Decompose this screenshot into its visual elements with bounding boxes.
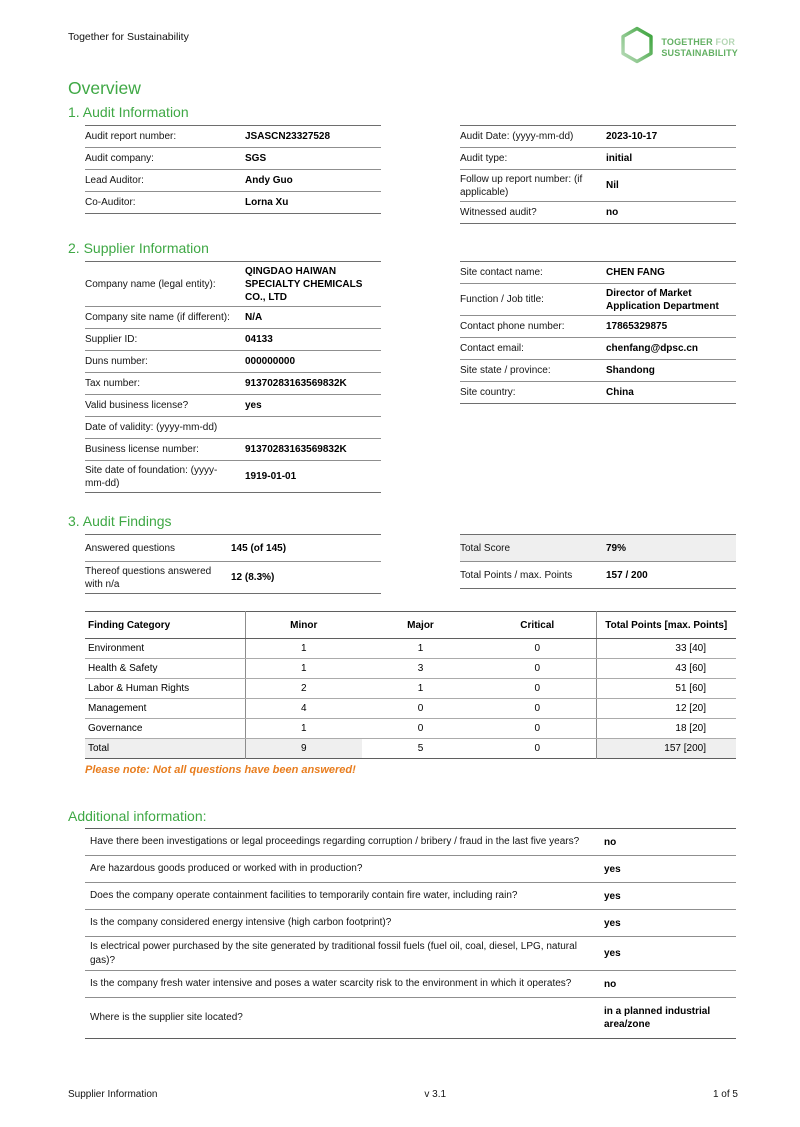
- field-value: 157 / 200: [606, 569, 648, 581]
- field-label: Answered questions: [85, 542, 176, 554]
- field-label: Business license number:: [85, 444, 199, 455]
- table-row: [85, 856, 736, 883]
- category-cell: Health & Safety: [85, 659, 245, 679]
- table-row: [460, 562, 736, 589]
- section-heading-audit-information: 1. Audit Information: [68, 104, 189, 120]
- field-value: Lorna Xu: [245, 197, 289, 208]
- hexagon-logo-icon: [620, 26, 654, 69]
- field-value: SGS: [245, 153, 267, 164]
- field-value: 79%: [606, 542, 627, 554]
- table-row: [460, 148, 736, 170]
- field-label: Total Score: [460, 542, 511, 554]
- finding-category-table: [85, 611, 736, 759]
- field-value: 91370283163569832K: [245, 444, 347, 455]
- table-row: [85, 461, 381, 493]
- table-row: [85, 192, 381, 214]
- field-label: Audit company:: [85, 153, 154, 164]
- question-text: Have there been investigations or legal proceedings regarding corruption / bribery / fraud in the last five years?: [90, 836, 580, 848]
- question-text: Is the company considered energy intensive (high carbon footprint)?: [90, 917, 392, 929]
- field-value: 91370283163569832K: [245, 378, 347, 389]
- answer-value: in a planned industrial area/zone: [604, 1006, 711, 1030]
- major-cell: 3: [362, 659, 479, 679]
- field-value: 17865329875: [606, 321, 668, 332]
- table-row: [85, 998, 736, 1039]
- points-cell: 18 [20]: [596, 719, 736, 739]
- field-value: initial: [606, 153, 633, 164]
- table-row: [85, 417, 381, 439]
- page-footer: [68, 1089, 738, 1100]
- logo-wordmark: [661, 37, 738, 58]
- field-label: Witnessed audit?: [460, 207, 537, 218]
- critical-cell: 0: [534, 743, 541, 754]
- field-label: Audit Date: (yyyy-mm-dd): [460, 131, 574, 142]
- minor-cell: 2: [245, 679, 362, 699]
- critical-cell: 0: [479, 679, 596, 699]
- category-cell: Management: [85, 699, 245, 719]
- findings-summary-right-table: [460, 534, 736, 589]
- major-cell: 1: [362, 639, 479, 659]
- table-row: [460, 126, 736, 148]
- field-value: 04133: [245, 334, 273, 345]
- field-label: Duns number:: [85, 356, 148, 367]
- supplier-info-right-table: [460, 261, 736, 404]
- table-row: [85, 170, 381, 192]
- table-row: [85, 699, 736, 719]
- points-cell: 12 [20]: [596, 699, 736, 719]
- field-label: Function / Job title:: [460, 294, 544, 305]
- table-row: [85, 329, 381, 351]
- column-header: Finding Category: [85, 612, 245, 639]
- points-cell: 43 [60]: [596, 659, 736, 679]
- field-label: Contact phone number:: [460, 321, 565, 332]
- field-value: yes: [245, 400, 262, 411]
- minor-cell: 4: [245, 699, 362, 719]
- field-label: Audit report number:: [85, 131, 177, 142]
- major-cell: 5: [417, 743, 424, 754]
- points-cell: 157 [200]: [596, 739, 736, 759]
- minor-cell: 9: [245, 739, 362, 759]
- table-row: [85, 439, 381, 461]
- table-row: [85, 937, 736, 971]
- question-text: Is electrical power purchased by the site generated by traditional fossil fuels (fuel oil, coal, diesel, LPG, natural gas)?: [90, 941, 577, 966]
- table-row: [85, 351, 381, 373]
- table-row: [460, 382, 736, 404]
- page-header: [68, 0, 738, 69]
- section-heading-audit-findings: 3. Audit Findings: [68, 513, 172, 529]
- footer-version: v 3.1: [424, 1089, 447, 1100]
- field-label: Tax number:: [85, 378, 141, 389]
- field-label: Site date of foundation: (yyyy-mm-dd): [85, 464, 218, 489]
- table-row: [85, 262, 381, 307]
- field-label: Site contact name:: [460, 267, 543, 278]
- section-heading-additional-information: Additional information:: [68, 808, 207, 824]
- total-score-row: [460, 535, 736, 562]
- field-value: 12 (8.3%): [231, 572, 275, 583]
- field-label: Site country:: [460, 387, 516, 398]
- total-row: [85, 739, 736, 759]
- category-cell: Total: [85, 739, 245, 759]
- table-row: [85, 395, 381, 417]
- answer-value: yes: [604, 948, 621, 959]
- table-row: [85, 659, 736, 679]
- table-row: [85, 679, 736, 699]
- column-header: Minor: [245, 612, 362, 639]
- field-label: Lead Auditor:: [85, 175, 144, 186]
- minor-cell: 1: [245, 659, 362, 679]
- answer-value: no: [604, 836, 617, 848]
- column-header: Total Points [max. Points]: [596, 612, 736, 639]
- field-value: no: [606, 207, 619, 218]
- field-label: Co-Auditor:: [85, 197, 136, 208]
- answer-value: no: [604, 978, 617, 990]
- section-heading-supplier-information: 2. Supplier Information: [68, 240, 209, 256]
- table-row: [460, 170, 736, 202]
- critical-cell: 0: [479, 659, 596, 679]
- not-all-answered-note: Please note: Not all questions have been answered!: [85, 764, 356, 776]
- question-text: Are hazardous goods produced or worked with in production?: [90, 863, 363, 875]
- logo-word-for: FOR: [715, 37, 736, 48]
- field-value: Shandong: [606, 365, 655, 376]
- audit-information-tables: [85, 125, 736, 224]
- field-value: Director of Market Application Department: [606, 287, 719, 312]
- findings-header-row: [85, 612, 736, 639]
- field-value: China: [606, 387, 634, 398]
- answer-value: yes: [604, 917, 621, 929]
- category-cell: Environment: [85, 639, 245, 659]
- field-value: 145 (of 145): [231, 542, 287, 554]
- field-value: 1919-01-01: [245, 471, 297, 482]
- answer-value: yes: [604, 863, 621, 875]
- findings-summary-left-table: [85, 534, 381, 594]
- header-title: Together for Sustainability: [68, 31, 189, 43]
- table-row: [460, 360, 736, 382]
- table-row: [460, 338, 736, 360]
- field-label: Total Points / max. Points: [460, 569, 573, 581]
- answer-value: yes: [604, 890, 621, 902]
- minor-cell: 1: [245, 719, 362, 739]
- tfs-logo: [620, 26, 738, 69]
- critical-cell: 0: [479, 639, 596, 659]
- table-row: [85, 910, 736, 937]
- critical-cell: 0: [479, 719, 596, 739]
- table-row: [85, 148, 381, 170]
- minor-cell: 1: [245, 639, 362, 659]
- footer-document-name: Supplier Information: [68, 1089, 158, 1100]
- footer-page-number: 1 of 5: [712, 1089, 738, 1100]
- field-label: Follow up report number: (if applicable): [460, 173, 583, 198]
- category-cell: Labor & Human Rights: [85, 679, 245, 699]
- major-cell: 1: [362, 679, 479, 699]
- field-value: chenfang@dpsc.cn: [606, 343, 698, 354]
- field-value: JSASCN23327528: [245, 131, 331, 142]
- field-label: Contact email:: [460, 343, 524, 354]
- field-value: QINGDAO HAIWAN SPECIALTY CHEMICALS CO., LTD: [245, 265, 363, 303]
- table-row: [85, 535, 381, 562]
- question-text: Is the company fresh water intensive and poses a water scarcity risk to the environment in which it operates?: [90, 978, 572, 990]
- field-label: Valid business license?: [85, 400, 189, 411]
- table-row: [85, 971, 736, 998]
- table-row: [460, 202, 736, 224]
- audit-info-left-table: [85, 125, 381, 214]
- table-row: [85, 373, 381, 395]
- table-row: [85, 126, 381, 148]
- field-value: Nil: [606, 180, 619, 191]
- field-value: CHEN FANG: [606, 267, 665, 278]
- audit-info-right-table: [460, 125, 736, 224]
- field-value: N/A: [245, 312, 263, 323]
- audit-findings-summary-tables: [85, 534, 736, 594]
- table-row: [460, 316, 736, 338]
- table-row: [460, 262, 736, 284]
- additional-information-table: [85, 828, 736, 1039]
- table-row: [85, 562, 381, 594]
- column-header: Major: [362, 612, 479, 639]
- major-cell: 0: [362, 699, 479, 719]
- question-text: Where is the supplier site located?: [90, 1012, 243, 1024]
- field-label: Date of validity: (yyyy-mm-dd): [85, 422, 218, 433]
- field-value: 2023-10-17: [606, 131, 658, 142]
- points-cell: 33 [40]: [596, 639, 736, 659]
- logo-line1: [661, 37, 738, 47]
- column-header: Critical: [479, 612, 596, 639]
- critical-cell: 0: [479, 699, 596, 719]
- supplier-info-left-table: [85, 261, 381, 493]
- supplier-information-tables: [85, 261, 736, 493]
- table-row: [460, 284, 736, 316]
- table-row: [85, 307, 381, 329]
- field-label: Company name (legal entity):: [85, 278, 216, 290]
- field-label: Thereof questions answered with n/a: [85, 565, 212, 590]
- table-row: [85, 883, 736, 910]
- field-value: 000000000: [245, 356, 296, 367]
- table-row: [85, 639, 736, 659]
- points-cell: 51 [60]: [596, 679, 736, 699]
- field-value: Andy Guo: [245, 175, 293, 186]
- field-label: Site state / province:: [460, 365, 551, 376]
- category-cell: Governance: [85, 719, 245, 739]
- table-row: [85, 829, 736, 856]
- major-cell: 0: [362, 719, 479, 739]
- logo-word-sustainability: SUSTAINABILITY: [661, 47, 738, 58]
- field-label: Company site name (if different):: [85, 312, 230, 323]
- field-label: Audit type:: [460, 153, 508, 164]
- question-text: Does the company operate containment facilities to temporarily contain fire water, including rain?: [90, 890, 518, 902]
- table-row: [85, 719, 736, 739]
- logo-word-together: TOGETHER: [661, 37, 713, 48]
- page-title: Overview: [68, 78, 141, 98]
- field-label: Supplier ID:: [85, 334, 138, 345]
